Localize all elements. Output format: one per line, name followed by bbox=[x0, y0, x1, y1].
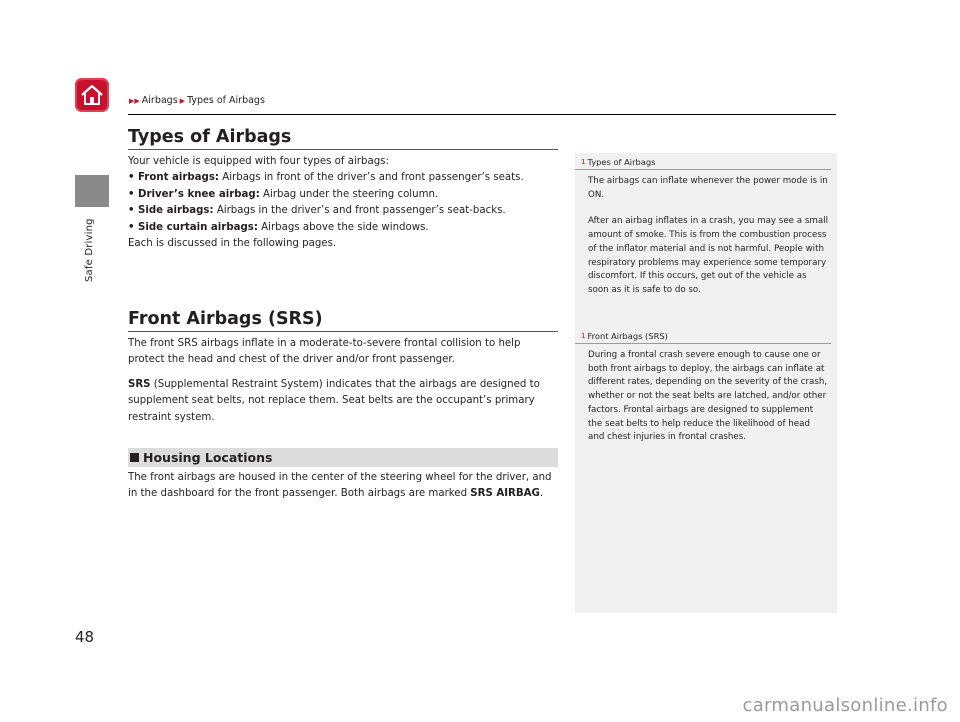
list-item: • Driver’s knee airbag: Airbag under the steering column. bbox=[128, 187, 560, 203]
note-body: The airbags can inflate whenever the power mode is in ON. After an airbag inflates in a crash, you may see a small amount of smoke. This is from the combustion process of the inflator material and is not harmful. People with respiratory problems may experience some temporary discomfort. If this occurs, get out of the vehicle as soon as it is safe to do so. bbox=[588, 176, 829, 295]
note-front-airbags bbox=[581, 331, 831, 445]
section-tab-marker[interactable] bbox=[75, 175, 109, 207]
housing-body bbox=[128, 470, 560, 503]
home-icon bbox=[80, 84, 104, 106]
types-heading-rule bbox=[128, 149, 558, 150]
types-closing: Each is discussed in the following pages. bbox=[128, 238, 337, 250]
front-airbags-heading: Front Airbags (SRS) bbox=[128, 309, 323, 329]
types-intro: Your vehicle is equipped with four types of airbags: bbox=[128, 156, 389, 167]
front-airbags-heading-rule bbox=[128, 331, 558, 332]
note-title[interactable]: 1 Front Airbags (SRS) bbox=[581, 331, 668, 341]
airbag-type-list bbox=[128, 170, 560, 236]
note-title[interactable]: 1 Types of Airbags bbox=[581, 157, 656, 167]
home-button[interactable] bbox=[75, 78, 109, 112]
square-bullet-icon bbox=[130, 453, 139, 462]
breadcrumb-arrow-icon: ▶▶ bbox=[129, 96, 140, 105]
note-divider bbox=[575, 343, 831, 344]
breadcrumb-arrow-icon: ▶ bbox=[179, 96, 186, 105]
front-para-1: The front SRS airbags inflate in a moderate-to-severe frontal collision to help protect the head and chest of the driver and/or front passenger. bbox=[128, 338, 521, 366]
page-number: 48 bbox=[75, 628, 95, 646]
breadcrumb-current: Types of Airbags bbox=[187, 95, 265, 106]
note-divider bbox=[575, 169, 831, 170]
header-divider bbox=[128, 114, 836, 115]
types-body bbox=[128, 154, 560, 252]
list-item: • Side airbags: Airbags in the driver’s and front passenger’s seat-backs. bbox=[128, 203, 560, 219]
housing-text: The front airbags are housed in the center of the steering wheel for the driver, and in the dashboard for the front passenger. Both airbags are marked SRS AIRBAG. bbox=[128, 472, 552, 500]
breadcrumb bbox=[129, 95, 265, 106]
front-airbags-body bbox=[128, 336, 560, 426]
types-heading: Types of Airbags bbox=[128, 127, 292, 147]
front-para-2: SRS (Supplemental Restraint System) indicates that the airbags are designed to supplement seat belts, not replace them. Seat belts are the occupant’s primary restraint system. bbox=[128, 378, 540, 423]
housing-locations-heading: Housing Locations bbox=[128, 448, 558, 467]
note-body: During a frontal crash severe enough to cause one or both front airbags to deploy, the airbags can inflate at different rates, depending on the severity of the crash, whether or not the seat belts are latched, and/or other factors. Frontal airbags are designed to supplement the seat belts to help reduce the likelihood of head and chest injuries in frontal crashes. bbox=[588, 350, 828, 443]
note-types-of-airbags bbox=[581, 157, 831, 298]
breadcrumb-link-airbags[interactable]: Airbags bbox=[141, 95, 178, 106]
watermark: carmanualsonline.info bbox=[742, 695, 948, 716]
list-item: • Side curtain airbags: Airbags above the side windows. bbox=[128, 220, 560, 236]
list-item: • Front airbags: Airbags in front of the driver’s and front passenger’s seats. bbox=[128, 170, 560, 186]
section-label: Safe Driving bbox=[84, 218, 95, 282]
